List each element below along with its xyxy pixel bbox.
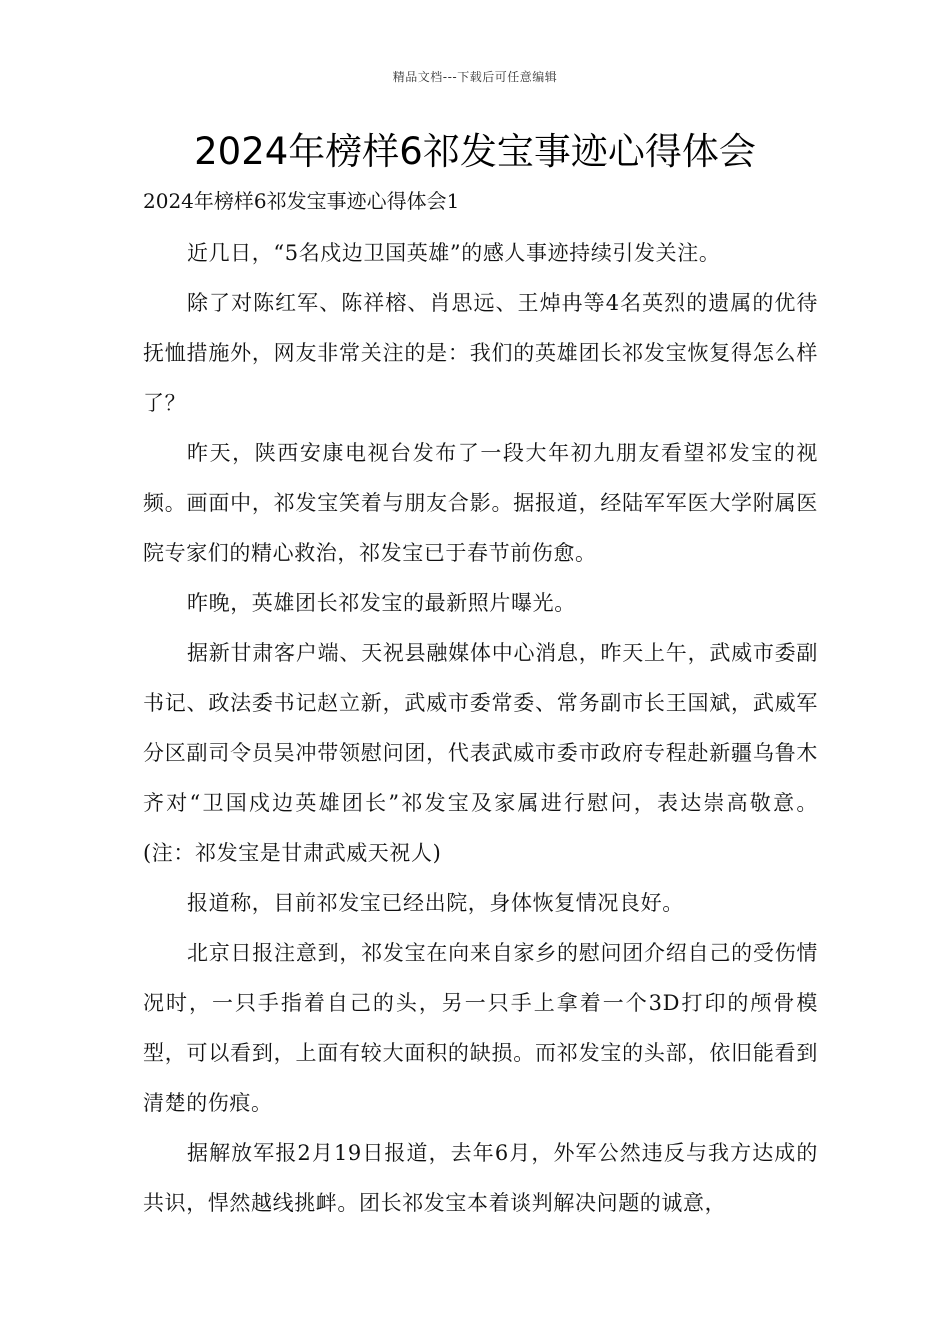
paragraph: 北京日报注意到，祁发宝在向来自家乡的慰问团介绍自己的受伤情况时，一只手指着自己的头，另一只手上拿着一个3D打印的颅骨模型，可以看到，上面有较大面积的缺损。而祁发宝的头部，依旧能看到清楚的伤痕。: [143, 941, 818, 1115]
paragraph: 昨天，陕西安康电视台发布了一段大年初九朋友看望祁发宝的视频。画面中，祁发宝笑着与朋友合影。据报道，经陆军军医大学附属医院专家们的精心救治，祁发宝已于春节前伤愈。: [143, 441, 818, 565]
document-title: 2024年榜样6祁发宝事迹心得体会: [194, 130, 756, 173]
section-subtitle: 2024年榜样6祁发宝事迹心得体会1: [143, 189, 460, 213]
paragraph: 昨晚，英雄团长祁发宝的最新照片曝光。: [187, 591, 576, 615]
paragraph: 除了对陈红军、陈祥榕、肖思远、王焯冉等4名英烈的遗属的优待抚恤措施外，网友非常关注的是：我们的英雄团长祁发宝恢复得怎么样了？: [143, 291, 818, 415]
paragraph: 近几日，“5名戍边卫国英雄”的感人事迹持续引发关注。: [187, 241, 721, 265]
document-body: [143, 228, 818, 1228]
paragraph: 报道称，目前祁发宝已经出院，身体恢复情况良好。: [187, 891, 684, 915]
paragraph: 据新甘肃客户端、天祝县融媒体中心消息，昨天上午，武威市委副书记、政法委书记赵立新，武威市委常委、常务副市长王国斌，武威军分区副司令员吴冲带领慰问团，代表武威市委市政府专程赴新疆乌鲁木齐对“卫国戍边英雄团长”祁发宝及家属进行慰问，表达崇高敬意。(注：祁发宝是甘肃武威天祝人): [143, 641, 818, 865]
paragraph: 据解放军报2月19日报道，去年6月，外军公然违反与我方达成的共识，悍然越线挑衅。团长祁发宝本着谈判解决问题的诚意，: [143, 1141, 818, 1215]
page-header-note: 精品文档---下载后可任意编辑: [392, 70, 558, 84]
